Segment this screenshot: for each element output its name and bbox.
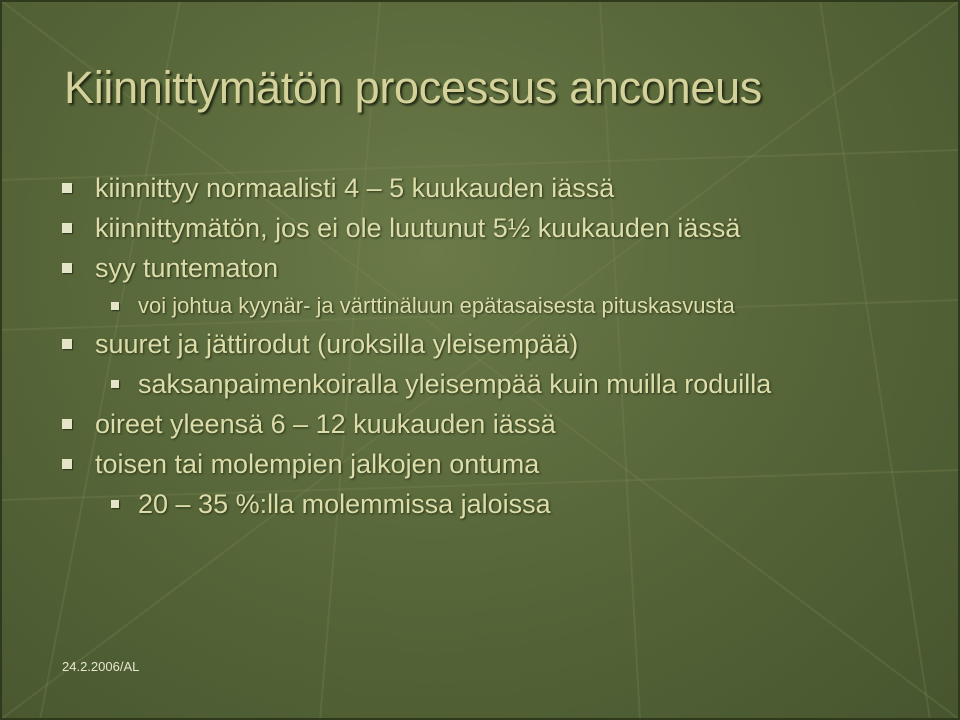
bullet-item (0, 248, 960, 288)
bullet-text: voi johtua kyynär- ja värttinäluun epätasaisesta pituskasvusta (138, 293, 735, 318)
bullet-item (0, 168, 960, 208)
bullet-text: kiinnittymätön, jos ei ole luutunut 5½ kuukauden iässä (95, 213, 741, 243)
bullet-list (0, 168, 960, 524)
sub-bullet-item (0, 484, 960, 524)
sub-bullet-item (0, 364, 960, 404)
bullet-item (0, 404, 960, 444)
square-bullet-icon (62, 263, 72, 273)
bullet-text: toisen tai molempien jalkojen ontuma (95, 449, 540, 479)
square-bullet-icon (62, 419, 72, 429)
square-bullet-icon (62, 223, 72, 233)
slide-footer-date: 24.2.2006/AL (62, 659, 140, 674)
bullet-text: kiinnittyy normaalisti 4 – 5 kuukauden iässä (95, 173, 615, 203)
square-bullet-icon (111, 500, 119, 508)
bullet-text: syy tuntematon (95, 253, 279, 283)
square-bullet-icon (62, 339, 72, 349)
square-bullet-icon (62, 459, 72, 469)
bullet-text: saksanpaimenkoiralla yleisempää kuin muilla roduilla (138, 369, 772, 399)
bullet-item (0, 324, 960, 364)
square-bullet-icon (111, 380, 119, 388)
square-bullet-icon (62, 183, 72, 193)
square-bullet-icon (111, 302, 119, 310)
bullet-item (0, 208, 960, 248)
sub-bullet-item (0, 288, 960, 324)
bullet-text: suuret ja jättirodut (uroksilla yleisempää) (95, 329, 579, 359)
bullet-text: 20 – 35 %:lla molemmissa jaloissa (138, 489, 551, 519)
bullet-text: oireet yleensä 6 – 12 kuukauden iässä (95, 409, 556, 439)
slide-title: Kiinnittymätön processus anconeus (64, 62, 762, 113)
bullet-item (0, 444, 960, 484)
